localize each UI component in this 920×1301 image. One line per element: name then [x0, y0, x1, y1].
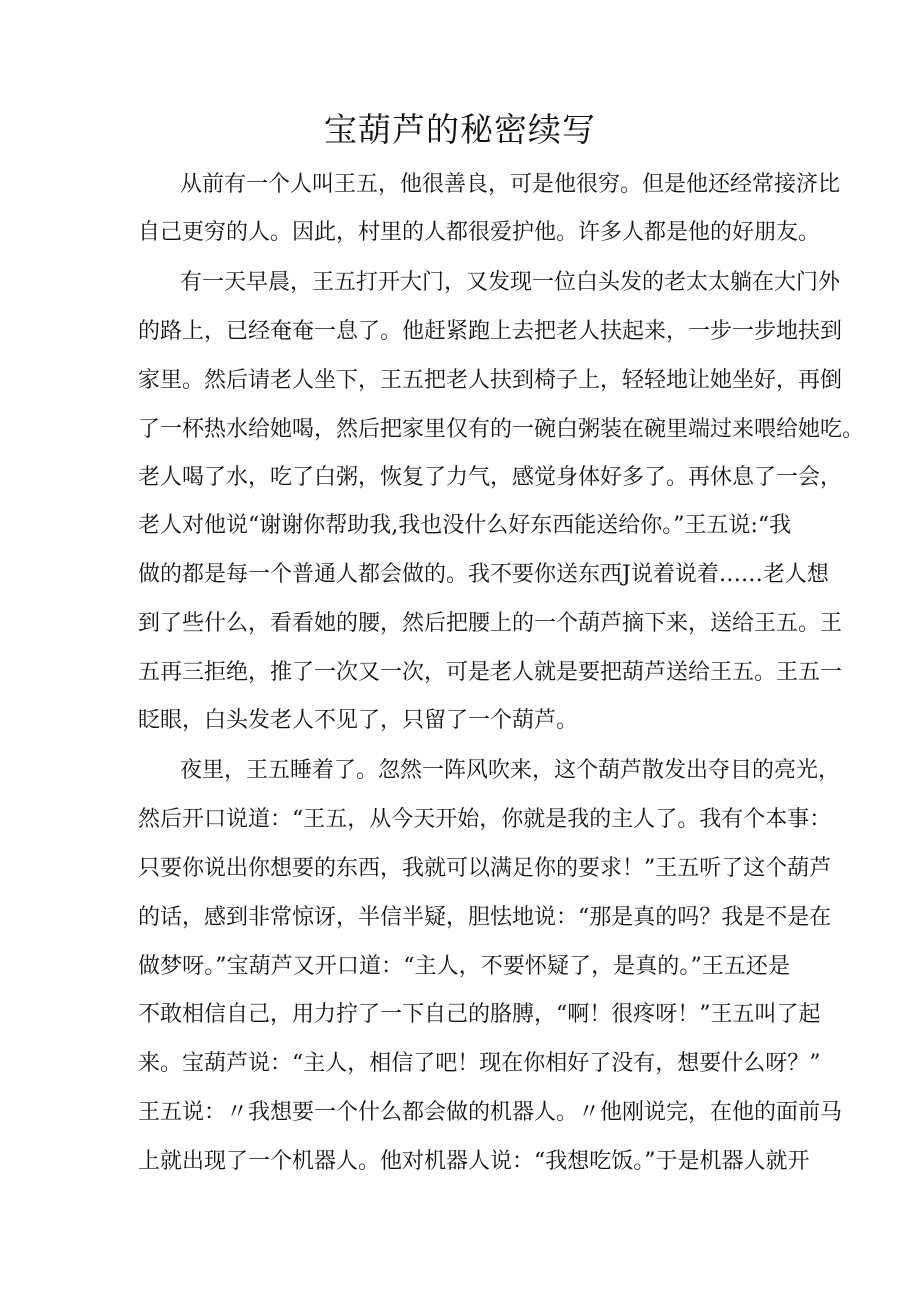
text-line: 从前有一个人叫王五，他很善良，可是他很穷。但是他还经常接济比	[180, 172, 841, 197]
document-title: 宝葫芦的秘密续写	[324, 110, 596, 149]
text-line: 自己更穷的人。因此，村里的人都很爱护他。许多人都是他的好朋友。	[138, 220, 821, 245]
text-line: 的话，感到非常惊讶，半信半疑，胆怯地说：“那是真的吗？我是不是在	[138, 905, 832, 930]
text-line: 只要你说出你想要的东西，我就可以满足你的要求！”王五听了这个葫芦	[138, 856, 832, 881]
text-line: 不敢相信自己，用力拧了一下自己的胳膊，“啊！很疼呀！”王五叫了起	[138, 1002, 821, 1027]
text-line: 了一杯热水给她喝，然后把家里仅有的一碗白粥装在碗里端过来喂给她吃。	[138, 417, 865, 442]
text-line: 做梦呀。”宝葫芦又开口道：“主人，不要怀疑了，是真的。”王五还是	[138, 954, 790, 979]
text-line: 夜里，王五睡着了。忽然一阵风吹来，这个葫芦散发出夺目的亮光，	[180, 758, 841, 783]
text-line: 有一天早晨，王五打开大门，又发现一位白头发的老太太躺在大门外	[180, 270, 841, 295]
text-line: 王五说：〃我想要一个什么都会做的机器人。〃他刚说完，在他的面前马	[138, 1100, 843, 1125]
text-line: 老人对他说“谢谢你帮助我,我也没什么好东西能送给你。”王五说:“我	[138, 513, 792, 538]
text-line: 的路上，已经奄奄一息了。他赶紧跑上去把老人扶起来，一步一步地扶到	[138, 319, 843, 344]
text-line: 五再三拒绝，推了一次又一次，可是老人就是要把葫芦送给王五。王五一	[138, 660, 843, 685]
text-line: 做的都是每一个普通人都会做的。我不要你送东西J说着说着……老人想	[138, 562, 829, 587]
text-line: 然后开口说道：“王五，从今天开始，你就是我的主人了。我有个本事：	[138, 807, 832, 832]
text-line: 来。宝葫芦说：“主人，相信了吧！现在你相好了没有，想要什么呀？”	[138, 1051, 821, 1076]
text-line: 家里。然后请老人坐下，王五把老人扶到椅子上，轻轻地让她坐好，再倒	[138, 368, 843, 393]
text-line: 到了些什么，看看她的腰，然后把腰上的一个葫芦摘下来，送给王五。王	[138, 611, 843, 636]
text-line: 老人喝了水，吃了白粥，恢复了力气，感觉身体好多了。再休息了一会，	[138, 465, 843, 490]
text-line: 眨眼，白头发老人不见了，只留了一个葫芦。	[138, 708, 579, 733]
text-line: 上就出现了一个机器人。他对机器人说：“我想吃饭。”于是机器人就开	[138, 1149, 810, 1174]
